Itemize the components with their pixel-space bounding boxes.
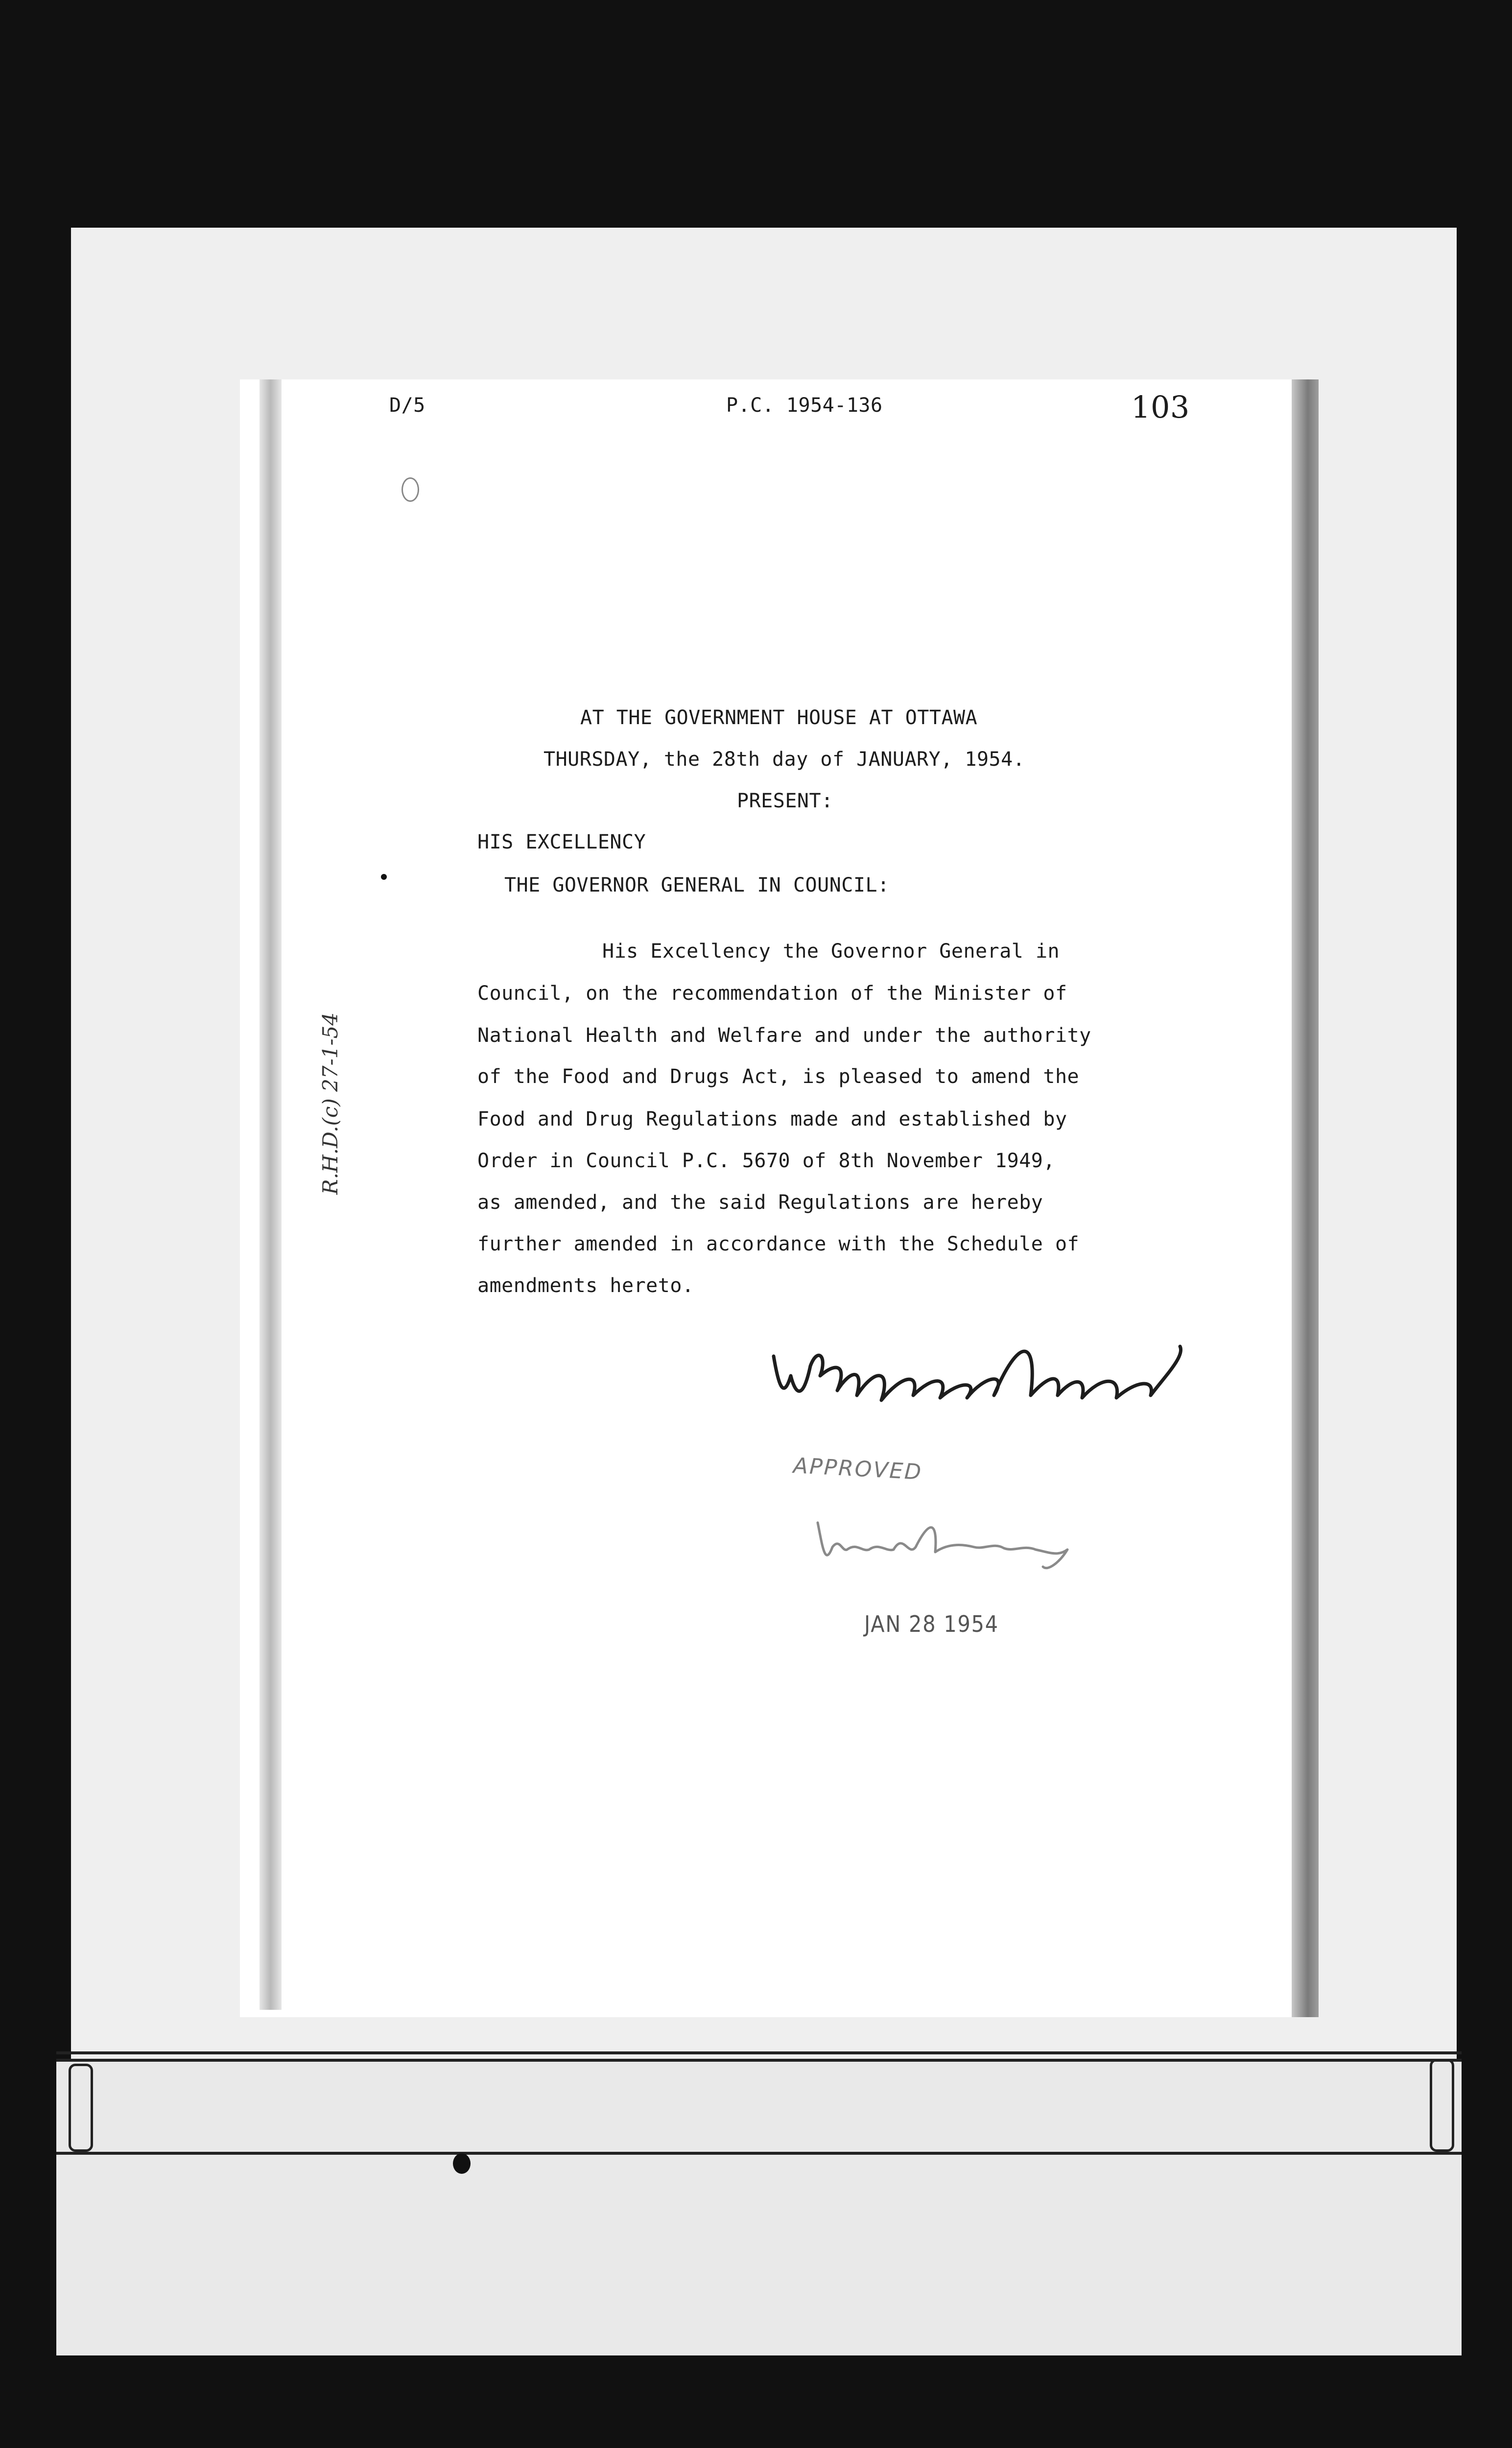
ink-dot <box>381 874 387 880</box>
order-number: P.C. 1954-136 <box>726 394 883 417</box>
page-edge-left <box>260 379 282 2010</box>
body-line: of the Food and Drugs Act, is pleased to amend the <box>477 1065 1080 1088</box>
approved-label: APPROVED <box>792 1453 923 1485</box>
date-stamp: JAN 28 1954 <box>864 1611 999 1637</box>
body-line: His Excellency the Governor General in <box>602 940 1060 963</box>
binder-strip-bottom-line <box>56 2152 1462 2155</box>
file-code: D/5 <box>389 394 425 417</box>
heading-date: THURSDAY, the 28th day of JANUARY, 1954. <box>543 748 1025 771</box>
heading-governor: THE GOVERNOR GENERAL IN COUNCIL: <box>504 874 890 896</box>
heading-his-excellency: HIS EXCELLENCY <box>477 831 646 853</box>
body-line: further amended in accordance with the Schedule of <box>477 1233 1080 1255</box>
clerk-signature <box>764 1317 1224 1415</box>
heading-place: AT THE GOVERNMENT HOUSE AT OTTAWA <box>580 706 978 729</box>
binder-strip-top-line <box>56 2051 1462 2054</box>
binder-ring-right <box>1430 2059 1454 2152</box>
punch-hole-mark <box>453 2153 471 2174</box>
body-line: Order in Council P.C. 5670 of 8th November 1949, <box>477 1150 1055 1172</box>
approval-signature <box>813 1503 1087 1586</box>
body-line: Food and Drug Regulations made and established by <box>477 1108 1067 1130</box>
page-edge-right <box>1292 379 1319 2017</box>
binder-strip <box>56 2059 1462 2355</box>
page-number: 103 <box>1131 389 1190 425</box>
circle-mark <box>402 477 419 502</box>
body-line: amendments hereto. <box>477 1274 694 1297</box>
body-line: Council, on the recommendation of the Minister of <box>477 982 1067 1005</box>
body-line: National Health and Welfare and under the authority <box>477 1024 1091 1047</box>
margin-note: R.H.D.(c) 27-1-54 <box>318 1012 342 1195</box>
binder-ring-left <box>69 2064 93 2152</box>
heading-present: PRESENT: <box>737 790 833 812</box>
body-line: as amended, and the said Regulations are hereby <box>477 1191 1043 1214</box>
